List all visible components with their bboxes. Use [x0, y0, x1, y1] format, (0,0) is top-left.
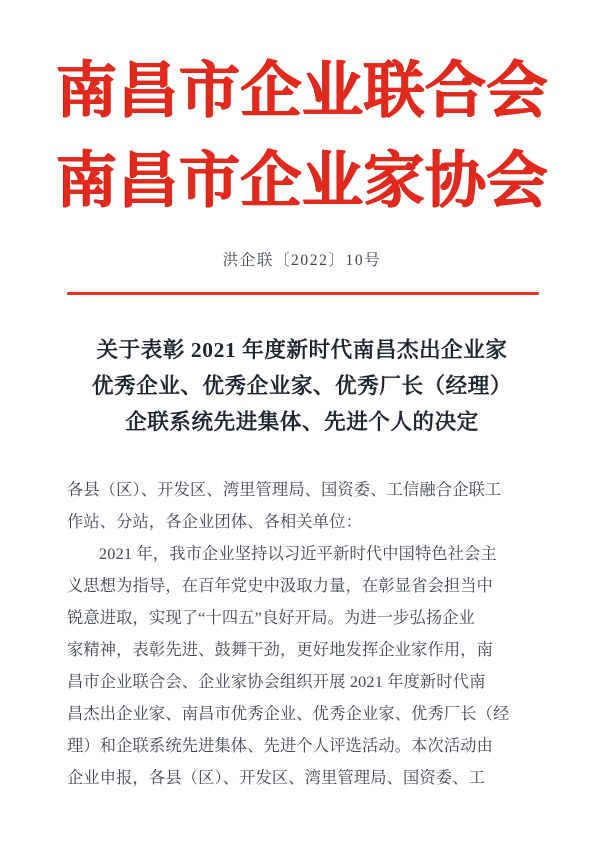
masthead — [0, 46, 604, 226]
document-title-line-2: 优秀企业、优秀企业家、优秀厂长（经理） — [92, 374, 512, 398]
masthead-line-1: 南昌市企业联合会 — [55, 55, 548, 126]
body-paragraph-line-3: 锐意进取，实现了“十四五”良好开局。为进一步弘扬企业 — [67, 609, 476, 627]
body-paragraph-line-4: 家精神，表彰先进、鼓舞干劲，更好地发挥企业家作用，南 — [67, 641, 494, 659]
document-title-line-3: 企联系统先进集体、先进个人的决定 — [125, 410, 479, 434]
body-paragraph-line-6: 昌杰出企业家、南昌市优秀企业、优秀企业家、优秀厂长（经 — [67, 705, 510, 723]
body-paragraph-line-8: 企业申报，各县（区）、开发区、湾里管理局、国资委、工 — [67, 769, 485, 787]
salutation-line-2: 作站、分站，各企业团体、各相关单位： — [67, 513, 362, 531]
body-paragraph-line-5: 昌市企业联合会、企业家协会组织开展 2021 年度新时代南 — [67, 673, 486, 691]
salutation-line-1: 各县（区）、开发区、湾里管理局、国资委、工信融合企联工 — [67, 481, 502, 499]
document-title — [62, 332, 542, 440]
document-number: 洪企联〔2022〕10号 — [222, 252, 382, 269]
body-paragraph-line-1: 2021 年，我市企业坚持以习近平新时代中国特色社会主 — [99, 545, 497, 563]
red-divider-rule — [67, 292, 539, 295]
body-paragraph-line-2: 义思想为指导，在百年党史中汲取力量，在彰显省会担当中 — [67, 577, 494, 595]
masthead-line-2: 南昌市企业家协会 — [55, 145, 548, 216]
document-title-line-1: 关于表彰 2021 年度新时代南昌杰出企业家 — [96, 338, 508, 362]
body-paragraph-line-7: 理）和企联系统先进集体、先进个人评选活动。本次活动由 — [67, 737, 494, 755]
document-body — [67, 474, 539, 794]
